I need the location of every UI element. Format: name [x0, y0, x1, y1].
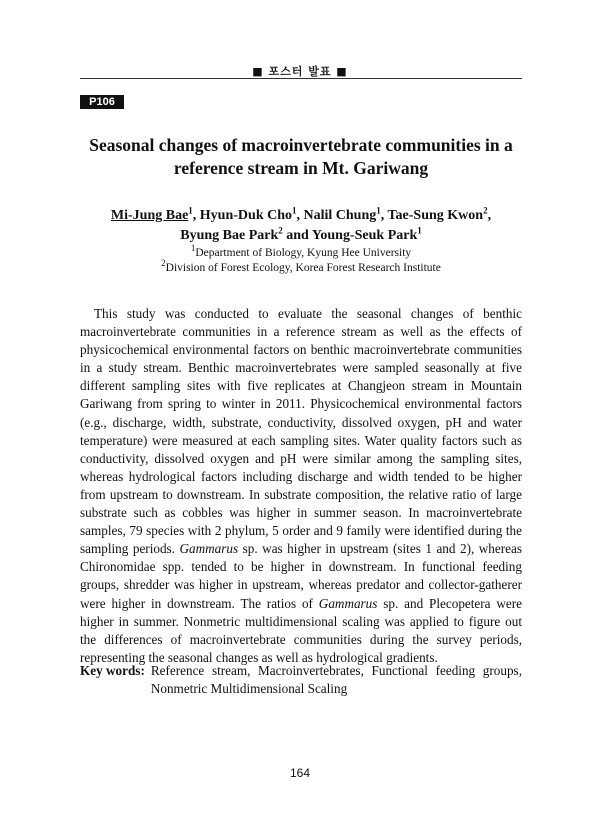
- affiliation-list: [80, 243, 522, 276]
- author-affil-sup: 1: [292, 205, 297, 216]
- author-name: Nalil Chung: [303, 208, 377, 223]
- keywords: [80, 662, 522, 698]
- page-number: 164: [289, 766, 311, 780]
- paper-title: [80, 134, 522, 180]
- author-name: Hyun-Duk Cho: [199, 208, 292, 223]
- author-affil-sup: 1: [417, 225, 422, 236]
- author-name-presenter: Mi-Jung Bae: [110, 208, 189, 223]
- section-header: ■ 포스터 발표 ■: [252, 65, 348, 78]
- author-name: Tae-Sung Kwon: [387, 208, 484, 223]
- author-affil-sup: 1: [376, 205, 381, 216]
- author-name: Young-Seuk Park: [311, 228, 418, 243]
- affiliation-2: $^2$Division of Forest Ecology, Korea Forest Research Institute: [161, 258, 441, 274]
- keywords-label: Key words:: [80, 663, 145, 678]
- keywords-text: Reference stream, Macroinvertebrates, Functional feeding groups, Nonmetric Multidimensional Scaling: [150, 663, 522, 697]
- taxon-italic: Gammarus: [318, 595, 378, 611]
- taxon-italic: Gammarus: [179, 541, 239, 557]
- author-name: Byung Bae Park: [180, 228, 279, 243]
- author-affil-sup: 2: [483, 205, 488, 216]
- abstract-body: This study was conducted to evaluate the seasonal changes of benthic macroinvertebrate communities in a reference stream as well as the effects of physicochemical environmental factors on benthic macroinvertebrate communities in a study stream. Benthic macroinvertebrates were sampled seasonally at five different sampling sites with five replicates at Changjeon stream in Mountain Gariwang from spring to winter in 2011. Physicochemical environmental factors (e.g., discharge, width, substrate, conductivity, dissolved oxygen, pH and water temperature) were measured at each sampling sites. Water quality factors such as conductivity, dissolved oxygen and pH were similar among the sampling sites, whereas hydrological factors including discharge and width tended to be higher from upstream to downstream. In substrate composition, the relative ratio of large substrate such as cobbles was higher in summer season. In macroinvertebrate samples, 79 species with 2 phylum, 5 order and 9 family were identified during the sampling periods. Gammarus sp. was higher in upstream (sites 1 and 2), whereas Chironomidae spp. tended to be higher in downstream. In functional feeding groups, shredder was higher in upstream, whereas predator and collector-gatherer were higher in downstream. The ratios of Gammarus sp. and Plecopetera were higher in summer. Nonmetric multidimensional scaling was applied to figure out the differences of macroinvertebrate communities during the survey periods, representing the seasonal changes as well as hydrological gradients.: [80, 306, 522, 665]
- author-affil-sup: 2: [278, 225, 283, 236]
- affiliation-1: $^1$Department of Biology, Kyung Hee University: [190, 243, 412, 259]
- author-affil-sup: 1: [188, 205, 193, 216]
- title-line-1: Seasonal changes of macroinvertebrate communities in a: [89, 135, 513, 155]
- author-list: Mi-Jung Bae$^1$, Hyun-Duk Cho$^1$, Nalil Chung$^1$, Tae-Sung Kwon$^2$, Byung Bae Park$^2$ and Young-Seuk Park$^1$: [110, 205, 492, 243]
- title-line-2: reference stream in Mt. Gariwang: [173, 158, 429, 178]
- poster-id-badge: P106: [80, 95, 124, 109]
- header-rule: [80, 78, 522, 79]
